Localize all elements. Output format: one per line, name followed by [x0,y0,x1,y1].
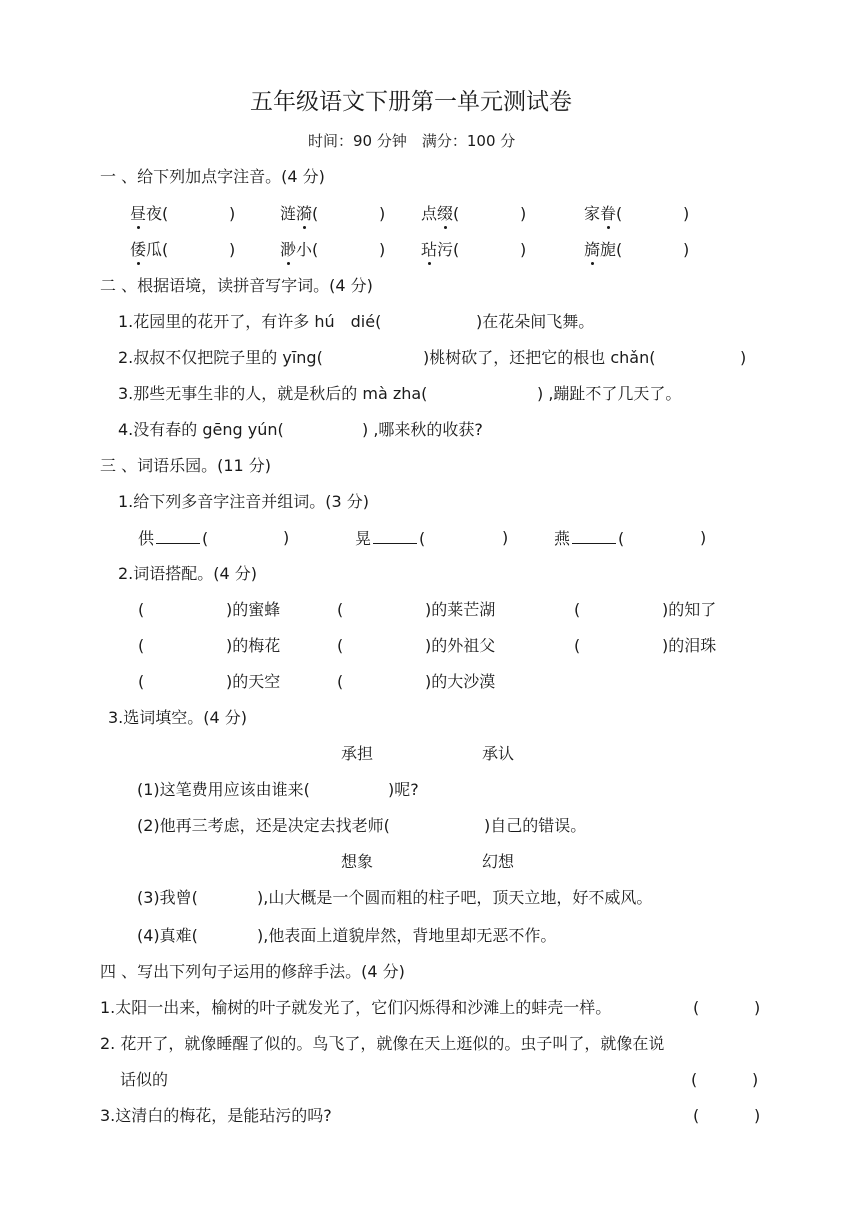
s2-q2-end: ) [740,348,747,367]
pair-7: )的天空 [226,672,281,691]
page-title: 五年级语文下册第一单元测试卷 [250,89,572,115]
s3-sub1: 1.给下列多音字注音并组词。(3 分) [118,492,370,511]
s2-q2-mid: )桃树砍了，还把它的根也 chǎn( [423,348,656,367]
rhetoric-3-close: ) [754,1106,761,1125]
word-choice-2: 承认 [482,744,515,763]
s2-q3-end: ) ,蹦趾不了几天了。 [537,384,682,403]
pair-open-8: ( [337,672,344,691]
pair-5: )的外祖父 [425,636,496,655]
s1-item-8: 旖旎( [584,240,623,259]
pair-open-5: ( [337,636,344,655]
pair-1: )的蜜蜂 [226,600,281,619]
pair-open-4: ( [138,636,145,655]
pair-6: )的泪珠 [662,636,717,655]
word-choice-1: 承担 [341,744,374,763]
s1-item-4: 家眷( [584,204,623,223]
fill-2-start: (2)他再三考虑，还是决定去找老师( [137,816,390,835]
fill-2-end: )自己的错误。 [484,816,587,835]
s2-q4-end: ) ,哪来秋的收获? [362,420,483,439]
s1-item-7: 玷污( [421,240,460,259]
poly-item-1: 供 ( [138,529,209,548]
s2-q3-start: 3.那些无事生非的人，就是秋后的 mà zha( [118,384,428,403]
rhetoric-3: 3.这清白的梅花，是能玷污的吗? [100,1106,332,1125]
fill-4-start: (4)真难( [137,926,198,945]
s1-item-8-close: ) [683,240,690,259]
s2-q1-start: 1.花园里的花开了，有许多 hú dié( [118,312,382,331]
rhetoric-1-open: ( [693,998,700,1017]
rhetoric-3-open: ( [693,1106,700,1125]
poly-item-2: 晃 ( [355,529,426,548]
word-choice-3: 想象 [341,852,374,871]
fill-1-start: (1)这笔费用应该由谁来( [137,780,310,799]
pair-2: )的莱芒湖 [425,600,496,619]
s1-item-2: 涟漪( [280,204,319,223]
s1-item-7-close: ) [520,240,527,259]
s1-item-6-close: ) [379,240,386,259]
section-4-heading: 四 、写出下列句子运用的修辞手法。(4 分) [100,962,405,981]
s3-sub3: 3.选词填空。(4 分) [108,708,248,727]
section-2-heading: 二 、根据语境，读拼音写字词。(4 分) [100,276,373,295]
section-3-heading: 三 、词语乐园。(11 分) [100,456,272,475]
word-choice-4: 幻想 [482,852,515,871]
s1-item-5: 倭瓜( [130,240,169,259]
rhetoric-1-close: ) [754,998,761,1017]
fill-3-start: (3)我曾( [137,888,198,907]
s2-q1-end: )在花朵间飞舞。 [476,312,595,331]
rhetoric-2-open: ( [691,1070,698,1089]
pair-open-1: ( [138,600,145,619]
pair-open-6: ( [574,636,581,655]
s1-item-4-close: ) [683,204,690,223]
poly-item-3-close: ) [700,528,707,547]
pair-open-7: ( [138,672,145,691]
s3-sub2: 2.词语搭配。(4 分) [118,564,258,583]
fill-3-end: ),山大概是一个圆而粗的柱子吧，顶天立地，好不威风。 [257,888,653,907]
s1-item-3: 点缀( [421,204,460,223]
rhetoric-2-line2: 话似的 [120,1070,169,1089]
s2-q4-start: 4.没有春的 gēng yún( [118,420,284,439]
s1-item-3-close: ) [520,204,527,223]
pair-8: )的大沙漠 [425,672,496,691]
poly-item-2-close: ) [502,528,509,547]
section-1-heading: 一 、给下列加点字注音。(4 分) [100,167,325,186]
s1-item-5-close: ) [229,240,236,259]
poly-item-3: 燕 ( [554,529,625,548]
exam-meta: 时间：90 分钟 满分：100 分 [308,132,516,150]
rhetoric-2-close: ) [752,1070,759,1089]
rhetoric-2-line1: 2. 花开了，就像睡醒了似的。鸟飞了，就像在天上逛似的。虫子叫了，就像在说 [100,1034,665,1053]
pair-open-3: ( [574,600,581,619]
pair-3: )的知了 [662,600,717,619]
s2-q2-start: 2.叔叔不仅把院子里的 yīng( [118,348,323,367]
rhetoric-1: 1.太阳一出来，榆树的叶子就发光了，它们闪烁得和沙滩上的蚌壳一样。 [100,998,612,1017]
pair-4: )的梅花 [226,636,281,655]
s1-item-1: 昼夜( [130,204,169,223]
s1-item-6: 渺小( [280,240,319,259]
pair-open-2: ( [337,600,344,619]
fill-4-end: ),他表面上道貌岸然，背地里却无恶不作。 [257,926,557,945]
s1-item-2-close: ) [379,204,386,223]
fill-1-end: )呢? [388,780,419,799]
s1-item-1-close: ) [229,204,236,223]
poly-item-1-close: ) [283,528,290,547]
